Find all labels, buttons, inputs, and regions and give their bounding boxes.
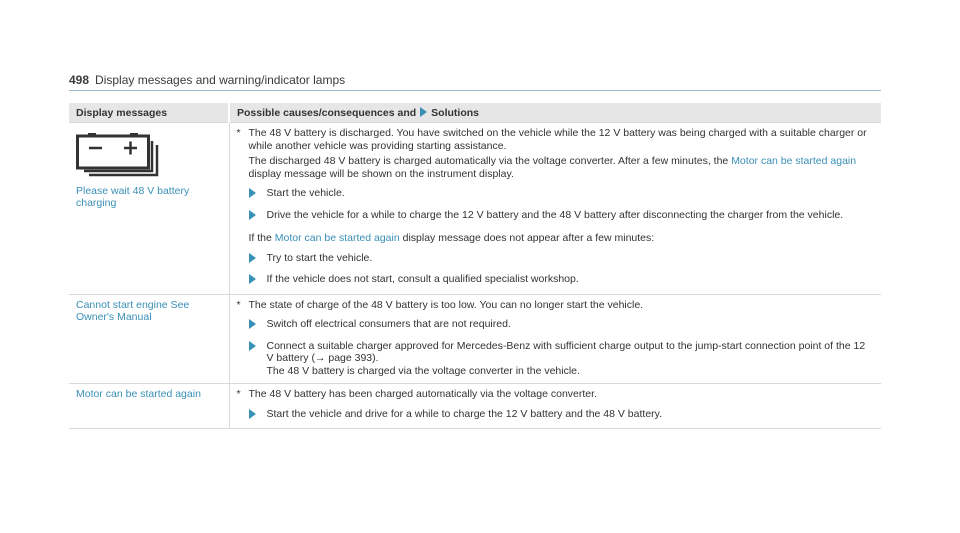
- solution-step: [249, 340, 875, 378]
- cause-cell: [229, 123, 881, 295]
- message-text: Cannot start engine See Owner's Manual: [76, 298, 190, 323]
- cause-paragraph-text: display message will be shown on the instrument display.: [248, 167, 514, 180]
- cause-block: [237, 299, 875, 312]
- column-header-causes: [229, 103, 881, 123]
- asterisk: *: [236, 388, 241, 400]
- step-text: Switch off electrical consumers that are not required.: [266, 318, 511, 330]
- step-arrow-icon: [249, 274, 256, 284]
- step-arrow-icon: [249, 188, 256, 198]
- solution-step: [249, 252, 875, 267]
- step-text: If the vehicle does not start, consult a qualified specialist workshop.: [266, 273, 579, 285]
- message-reference-link[interactable]: Motor can be started again: [731, 155, 857, 167]
- page-title: Display messages and warning/indicator lamps: [95, 73, 346, 87]
- asterisk: *: [236, 127, 241, 139]
- table-row: [69, 123, 881, 295]
- table-row: [69, 294, 881, 384]
- cause-paragraph-text: The discharged 48 V battery is charged automatically via the voltage converter. After a few minutes, the: [248, 155, 729, 167]
- message-cell: [69, 123, 229, 295]
- page-reference[interactable]: page 393).: [325, 352, 379, 364]
- step-text: Connect a suitable charger approved for Mercedes-Benz with sufficient charge output to the jump-start connection point of the 12 V battery (: [266, 339, 866, 364]
- step-text: Try to start the vehicle.: [266, 251, 373, 264]
- condition-text: If the: [248, 232, 272, 244]
- battery-icon: [76, 133, 222, 181]
- page-ref-arrow-icon: →: [314, 352, 326, 364]
- column-header-messages: Display messages: [69, 103, 229, 123]
- cause-paragraph: [249, 155, 875, 180]
- column-header-solutions-label: Solutions: [431, 106, 480, 119]
- solution-arrow-icon: [420, 107, 427, 117]
- step-arrow-icon: [249, 210, 256, 220]
- cause-block: [237, 388, 875, 401]
- page-header: [69, 73, 345, 87]
- column-header-causes-label: Possible causes/consequences and: [237, 106, 417, 119]
- message-cell: [69, 384, 229, 429]
- step-arrow-icon: [249, 341, 256, 351]
- solution-step: [249, 318, 875, 333]
- solution-step: [249, 209, 875, 224]
- step-text: Start the vehicle.: [266, 187, 345, 199]
- condition-text: display message does not appear after a few minutes:: [402, 232, 655, 244]
- step-text: Drive the vehicle for a while to charge the 12 V battery and the 48 V battery after disconnecting the charger from the vehicle.: [266, 208, 844, 221]
- cause-cell: [229, 384, 881, 429]
- solution-step: [249, 273, 875, 288]
- asterisk: *: [236, 298, 241, 311]
- step-arrow-icon: [249, 319, 256, 329]
- step-arrow-icon: [249, 409, 256, 419]
- message-text: Motor can be started again: [76, 388, 201, 400]
- cause-block: [237, 127, 875, 180]
- cause-text: The 48 V battery is discharged. You have switched on the vehicle while the 12 V battery was being charged with a suitable charger or while another vehicle was providing starting assistance.: [248, 127, 867, 152]
- table-header-row: [69, 103, 881, 123]
- cause-cell: [229, 294, 881, 384]
- display-messages-table: [69, 103, 881, 429]
- table-row: [69, 384, 881, 429]
- solution-step: [249, 187, 875, 202]
- cause-text: The 48 V battery has been charged automatically via the voltage converter.: [248, 388, 597, 400]
- header-rule: [69, 90, 881, 91]
- message-cell: [69, 294, 229, 384]
- message-text: Please wait 48 V battery charging: [76, 184, 190, 209]
- step-text: Start the vehicle and drive for a while to charge the 12 V battery and the 48 V battery.: [266, 407, 663, 420]
- message-reference-link[interactable]: Motor can be started again: [274, 232, 400, 244]
- solution-step: [249, 408, 875, 423]
- page-number: 498: [69, 73, 90, 87]
- condition-paragraph: [249, 232, 875, 245]
- step-arrow-icon: [249, 253, 256, 263]
- cause-text: The state of charge of the 48 V battery is too low. You can no longer start the vehicle.: [248, 298, 644, 311]
- step-text: The 48 V battery is charged via the voltage converter in the vehicle.: [266, 364, 580, 377]
